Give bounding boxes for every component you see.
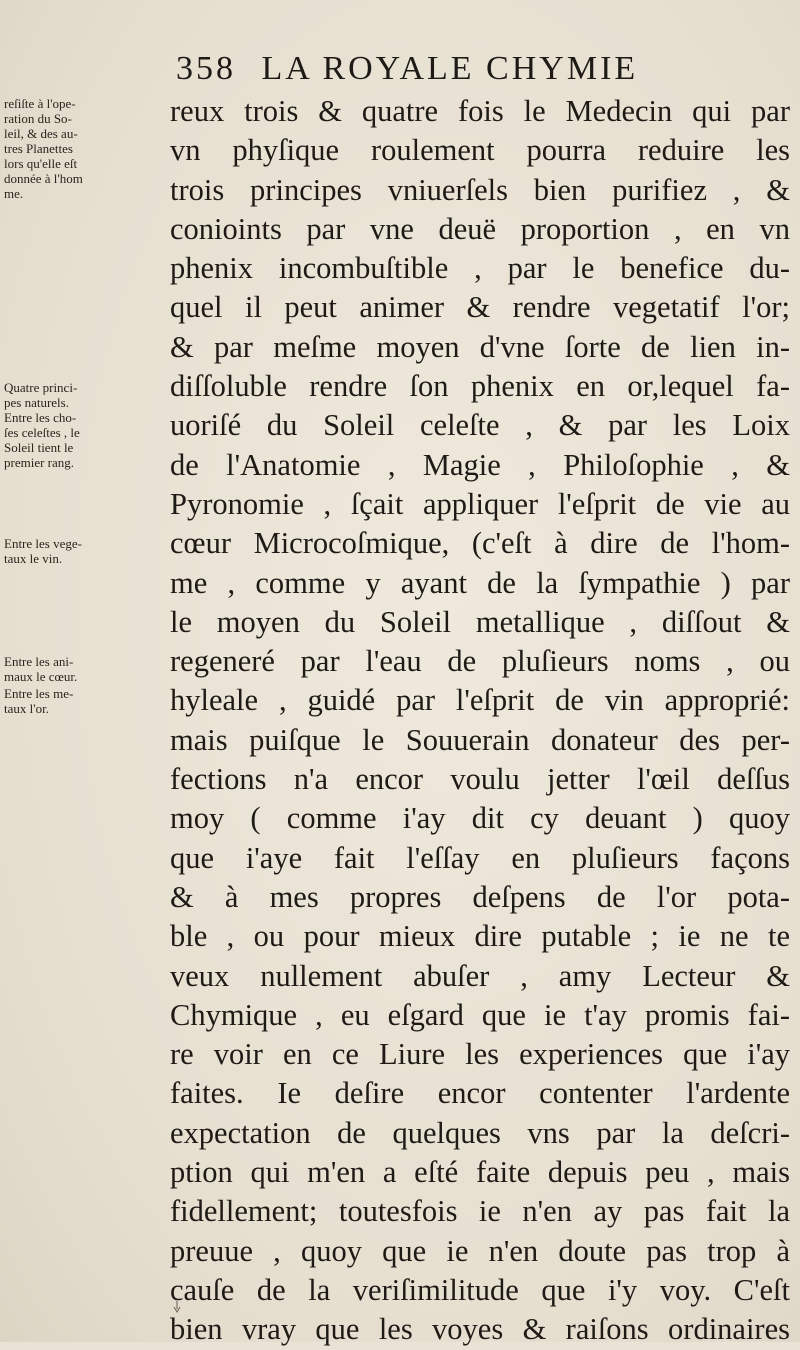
text-line: ble , ou pour mieux dire putable ; ie ne te [170,919,790,954]
text-line: Pyronomie , ſçait appliquer l'eſprit de vie au [170,486,790,521]
text-line: de l'Anatomie , Magie , Philoſophie , & [170,447,790,482]
margin-note-line: pes naturels. [4,395,69,410]
margin-note-line: ration du So- [4,111,72,126]
margin-note-line: Entre les cho- [4,410,77,425]
text-line: cauſe de la veriſimilitude que i'y voy. C'eſt [170,1272,790,1307]
text-line: uoriſé du Soleil celeſte , & par les Loix [170,408,790,443]
body-text [170,92,790,1350]
margin-note-line: Entre les me- [4,686,74,701]
margin-note [4,654,164,684]
margin-note-line: Entre les ani- [4,654,74,669]
text-line: reux trois & quatre fois le Medecin qui par [170,94,790,128]
text-line: le moyen du Soleil metallique , diſſout & [170,604,790,639]
text-line: moy ( comme i'ay dit cy deuant ) quoy [170,801,790,836]
text-line: & à mes propres deſpens de l'or pota- [170,879,790,914]
margin-note-line: lors qu'elle eſt [4,156,78,171]
margin-note-line: maux le cœur. [4,669,78,684]
text-line: trois principes vniuerſels bien purifiez , & [170,172,790,207]
text-line: re voir en ce Liure les experiences que i'ay [170,1037,790,1072]
margin-note-line: Quatre princi- [4,380,78,395]
text-line: cœur Microcoſmique, (c'eſt à dire de l'hom- [170,526,790,561]
text-line: regeneré par l'eau de pluſieurs noms , ou [170,644,790,679]
text-line: diſſoluble rendre ſon phenix en or,lequel fa- [170,369,790,404]
margin-note [4,536,164,566]
margin-note-line: Soleil tient le [4,440,74,455]
margin-note [4,380,164,470]
margin-note-line: Entre les vege- [4,536,82,551]
text-line: faites. Ie deſire encor contenter l'ardente [170,1076,790,1111]
text-line: fections n'a encor voulu jetter l'œil deſſus [170,762,790,797]
text-line: phenix incombuſtible , par le benefice du- [170,251,790,286]
page-number: 358 [176,50,236,87]
margin-note-line: leil, & des au- [4,126,78,141]
margin-note [4,96,164,201]
text-line: vn phyſique roulement pourra reduire les [170,133,790,168]
text-line: que i'aye fait l'eſſay en pluſieurs façons [170,840,790,875]
margin-note-line: taux le vin. [4,551,63,566]
margin-note-line: ſes celeſtes , le [4,425,80,440]
margin-note-line: donnée à l'hom [4,171,83,186]
text-line: quel il peut animer & rendre vegetatif l'or; [170,290,790,325]
text-line: bien vray que les voyes & raiſons ordinaires [170,1312,790,1347]
margin-note-line: premier rang. [4,455,75,470]
text-line: & par meſme moyen d'vne ſorte de lien in- [170,329,790,364]
text-line: me , comme y ayant de la ſympathie ) par [170,565,790,600]
text-line: preuue , quoy que ie n'en doute pas trop à [170,1233,790,1268]
margin-note-line: tres Planettes [4,141,73,156]
margin-note [4,686,164,716]
printer-ornament-icon [172,1300,182,1314]
margin-note-line: me. [4,186,24,201]
text-line: mais puiſque le Souuerain donateur des per- [170,722,790,757]
running-header [176,50,638,88]
text-line: hyleale , guidé par l'eſprit de vin approprié: [170,683,790,718]
text-line: Chymique , eu eſgard que ie t'ay promis fai- [170,997,790,1032]
text-line: conioints par vne deuë proportion , en vn [170,211,790,246]
running-title: LA ROYALE CHYMIE [261,50,639,87]
text-line: ption qui m'en a eſté faite depuis peu , mais [170,1155,790,1190]
text-line: expectation de quelques vns par la deſcri- [170,1115,790,1150]
text-line: veux nullement abuſer , amy Lecteur & [170,958,790,993]
margin-note-line: reſiſte à l'ope- [4,96,76,111]
margin-note-line: taux l'or. [4,701,49,716]
text-line: fidellement; toutesfois ie n'en ay pas fait la [170,1194,790,1229]
